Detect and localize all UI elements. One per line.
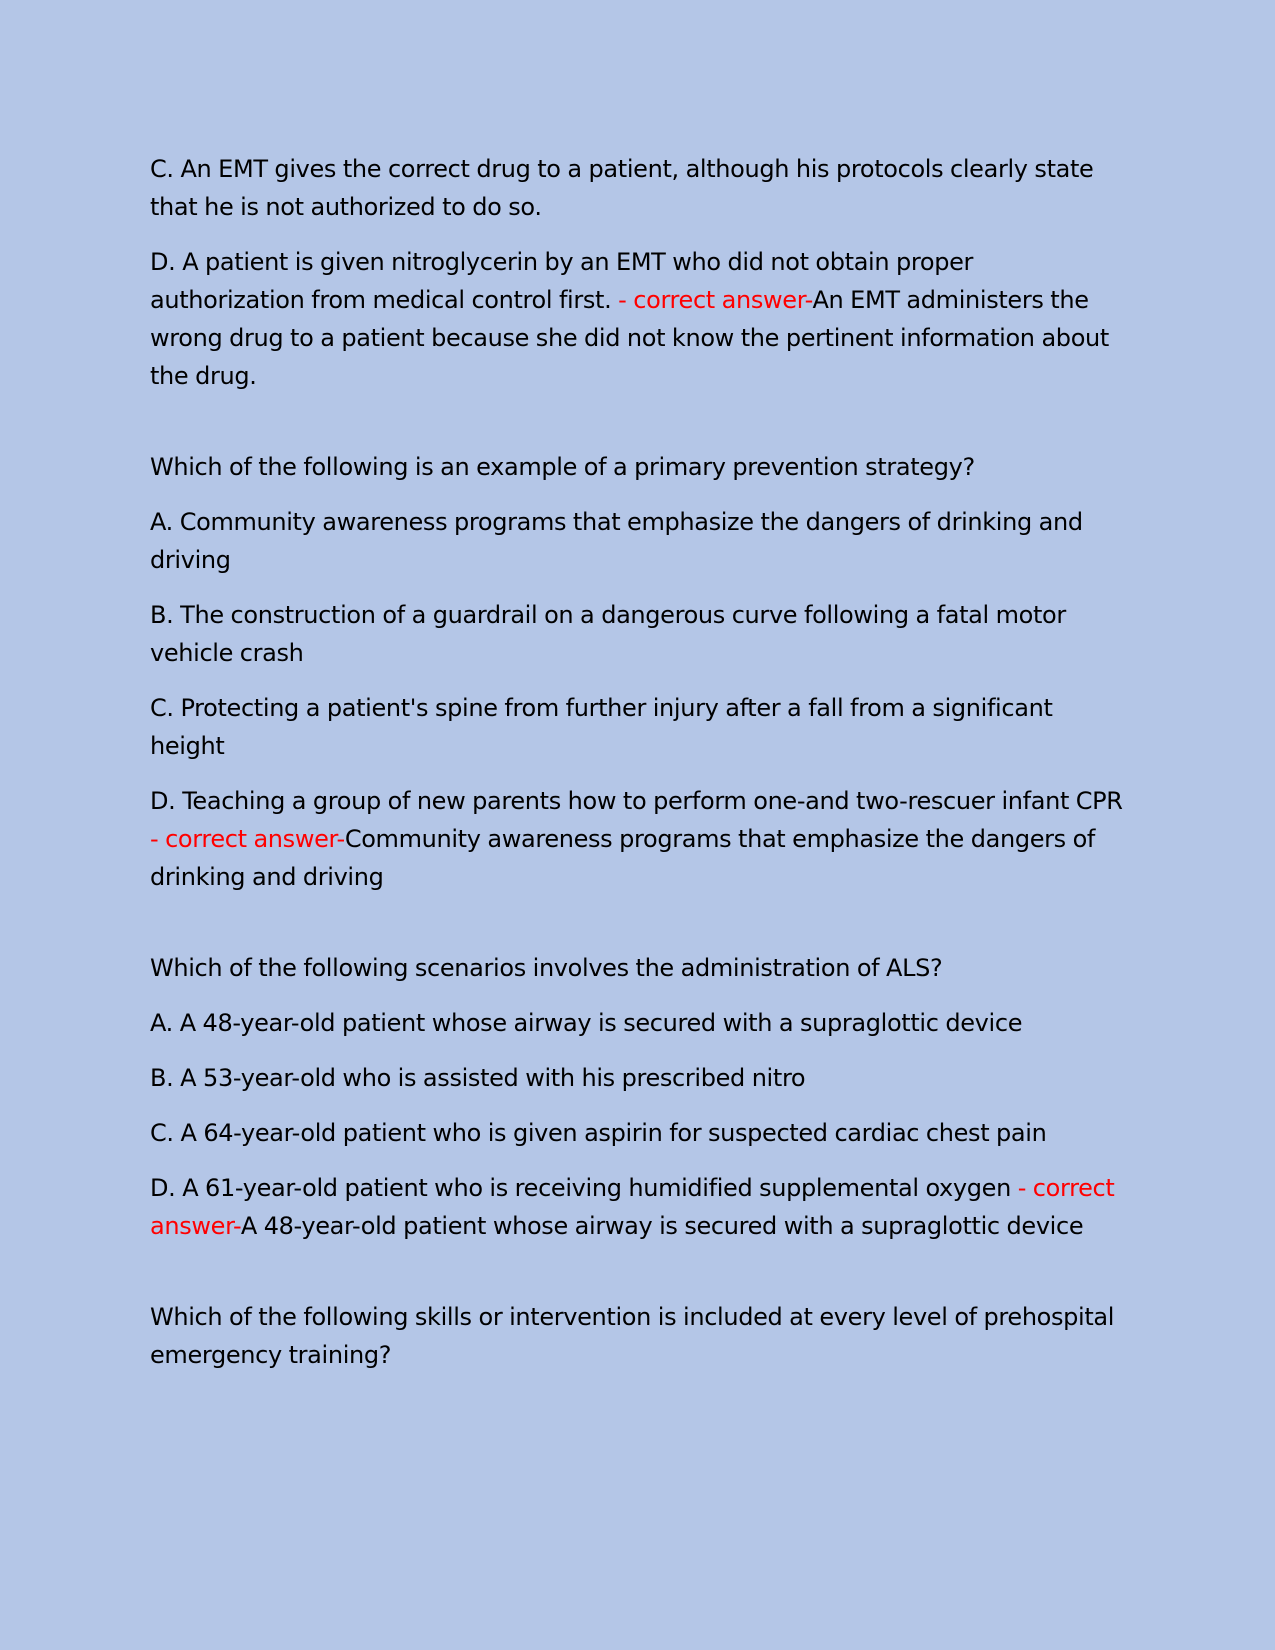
correct-answer-text: Community awareness programs that emphasize the dangers of drinking and driving: [150, 825, 1096, 891]
option-c: C. Protecting a patient's spine from further injury after a fall from a significant height: [150, 694, 1053, 760]
option-c: C. An EMT gives the correct drug to a patient, although his protocols clearly state that he is not authorized to do so.: [150, 155, 1094, 221]
question-als: Which of the following scenarios involves the administration of ALS?: [150, 954, 943, 982]
page-content: [150, 150, 1125, 1391]
correct-answer-marker: - correct answer-: [150, 825, 345, 853]
option-d-with-answer: [150, 243, 1125, 395]
option-d-with-answer: [150, 1169, 1125, 1245]
option-b: B. The construction of a guardrail on a dangerous curve following a fatal motor vehicle crash: [150, 601, 1066, 667]
option-c: C. A 64-year-old patient who is given aspirin for suspected cardiac chest pain: [150, 1119, 1047, 1147]
question-every-level-skills: Which of the following skills or intervention is included at every level of prehospital emergency training?: [150, 1303, 1115, 1369]
option-d-with-answer: [150, 782, 1125, 896]
option-d-text: D. A 61-year-old patient who is receiving humidified supplemental oxygen: [150, 1174, 1011, 1202]
option-b: B. A 53-year-old who is assisted with his prescribed nitro: [150, 1064, 806, 1092]
option-d-text: D. A patient is given nitroglycerin by an EMT who did not obtain proper authorization from medical control first.: [150, 248, 974, 314]
correct-answer-text: An EMT administers the wrong drug to a patient because she did not know the pertinent information about the drug.: [150, 286, 1109, 390]
correct-answer-marker: - correct answer-: [150, 1174, 1115, 1240]
correct-answer-marker: - correct answer-: [618, 286, 813, 314]
option-a: A. A 48-year-old patient whose airway is secured with a supraglottic device: [150, 1009, 1023, 1037]
question-primary-prevention: Which of the following is an example of a primary prevention strategy?: [150, 453, 975, 481]
correct-answer-text: A 48-year-old patient whose airway is secured with a supraglottic device: [240, 1212, 1084, 1240]
option-a: A. Community awareness programs that emphasize the dangers of drinking and driving: [150, 508, 1083, 574]
option-d-text: D. Teaching a group of new parents how to perform one-and two-rescuer infant CPR: [150, 787, 1123, 815]
